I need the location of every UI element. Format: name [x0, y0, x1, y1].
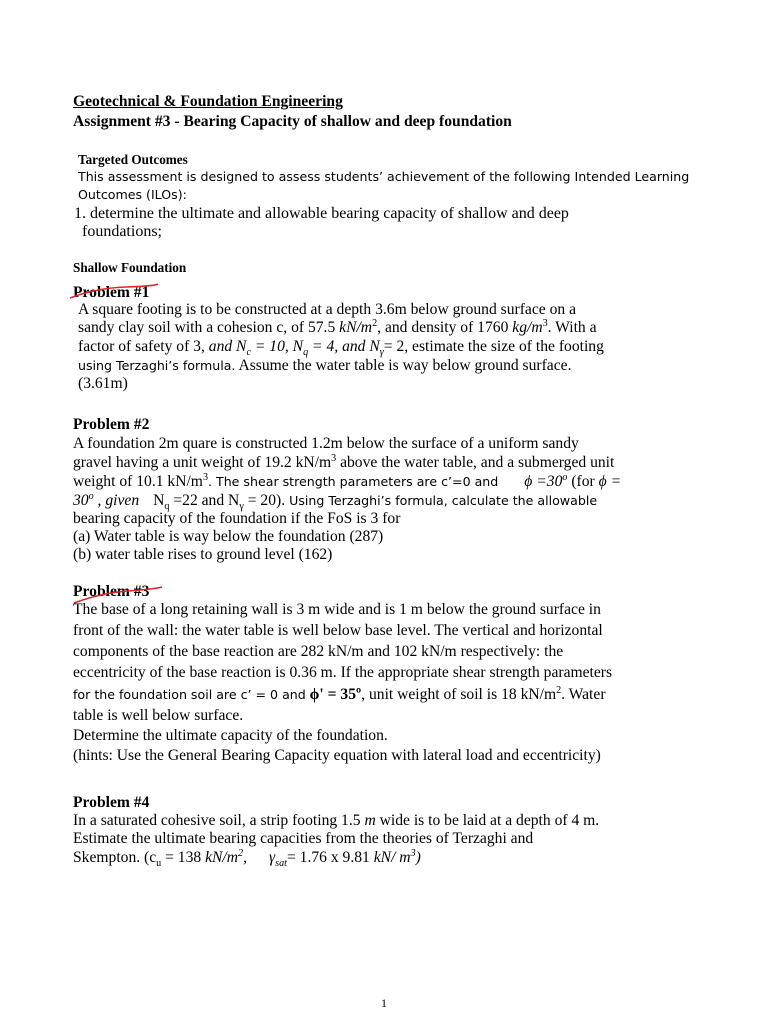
problem-4-line-2: Estimate the ultimate bearing capacities from the theories of Terzaghi and: [73, 830, 534, 847]
problem-4-line-3: Skempton. ($c_u = 138$ $kN/m^2$, $\gamma_{sat}= 1.76$ x 9.81 kN/ $m^3$): [73, 847, 421, 870]
problem-1-line-4: using Terzaghi’s formula. Assume the water table is way below ground surface.: [78, 357, 572, 374]
outcomes-intro-line-1: This assessment is designed to assess students’ achievement of the following Intended Learning: [78, 169, 690, 184]
problem-1-line-2: sandy clay soil with a cohesion c, of 57.5 $kN/m^2$, and density of 1760 $kg/m^3$. With a: [78, 317, 597, 336]
problem-3-hint: (hints: Use the General Bearing Capacity equation with lateral load and eccentricity): [73, 747, 601, 764]
problem-3-line-1: The base of a long retaining wall is 3 m wide and is 1 m below the ground surface in: [73, 601, 601, 618]
problem-4-line-1: In a saturated cohesive soil, a strip footing 1.5 m wide is to be laid at a depth of 4 m.: [73, 812, 600, 829]
outcomes-intro-line-2: Outcomes (ILOs):: [78, 187, 187, 202]
problem-2-line-5: bearing capacity of the foundation if the FoS is 3 for: [73, 510, 401, 527]
page-number: 1: [381, 996, 387, 1010]
assignment-title: Assignment #3 - Bearing Capacity of shallow and deep foundation: [73, 113, 512, 130]
problem-2-line-1: A foundation 2m quare is constructed 1.2m below the surface of a uniform sandy: [73, 435, 579, 452]
problem-2-line-3: weight of 10.1 $kN/m^3$. The shear strength parameters are c’=0 and $\phi =30^o$ (for ϕ =: [73, 471, 622, 490]
problem-2-part-a: (a) Water table is way below the foundation (287): [73, 528, 384, 545]
outcomes-heading: Targeted Outcomes: [78, 152, 188, 167]
problem-3-line-7: Determine the ultimate capacity of the foundation.: [73, 727, 388, 744]
problem-3-line-2: front of the wall: the water table is well below base level. The vertical and horizontal: [73, 622, 603, 639]
outcome-item-1: 1. determine the ultimate and allowable bearing capacity of shallow and deep: [74, 205, 569, 222]
problem-1-line-3: factor of safety of 3, and $N_c = 10$, $N_q = 4$, and $N_\gamma= 2$, estimate the size of the footing: [78, 338, 604, 359]
problem-3-line-4: eccentricity of the base reaction is 0.36 m. If the appropriate shear strength parameters: [73, 664, 613, 681]
course-title: Geotechnical & Foundation Engineering: [73, 93, 343, 110]
problem-1-title: Problem #1: [73, 284, 150, 301]
section-heading-shallow: Shallow Foundation: [73, 260, 187, 275]
problem-3-line-6: table is well below surface.: [73, 707, 244, 724]
problem-2-line-2: gravel having a unit weight of 19.2 $kN/m^3$ above the water table, and a submerged unit: [73, 452, 615, 471]
problem-3-line-3: components of the base reaction are 282 kN/m and 102 kN/m respectively: the: [73, 643, 564, 660]
problem-3-line-5: for the foundation soil are c’ = 0 and ϕ' = 35º, unit weight of soil is 18 $kN/m^2$. Water: [73, 684, 606, 703]
problem-4-title: Problem #4: [73, 794, 150, 811]
problem-2-title: Problem #2: [73, 416, 150, 433]
problem-1-line-1: A square footing is to be constructed at a depth 3.6m below ground surface on a: [78, 301, 577, 318]
problem-3-title: Problem #3: [73, 583, 150, 600]
problem-1-answer: (3.61m): [78, 375, 128, 392]
problem-2-line-4: 30$^o$ , given $N_q =22$ and $N_\gamma = 20$). Using Terzaghi’s formula, calculate the allowable: [73, 490, 598, 513]
problem-2-part-b: (b) water table rises to ground level (162): [73, 546, 333, 563]
outcome-item-1-cont: foundations;: [82, 223, 162, 240]
